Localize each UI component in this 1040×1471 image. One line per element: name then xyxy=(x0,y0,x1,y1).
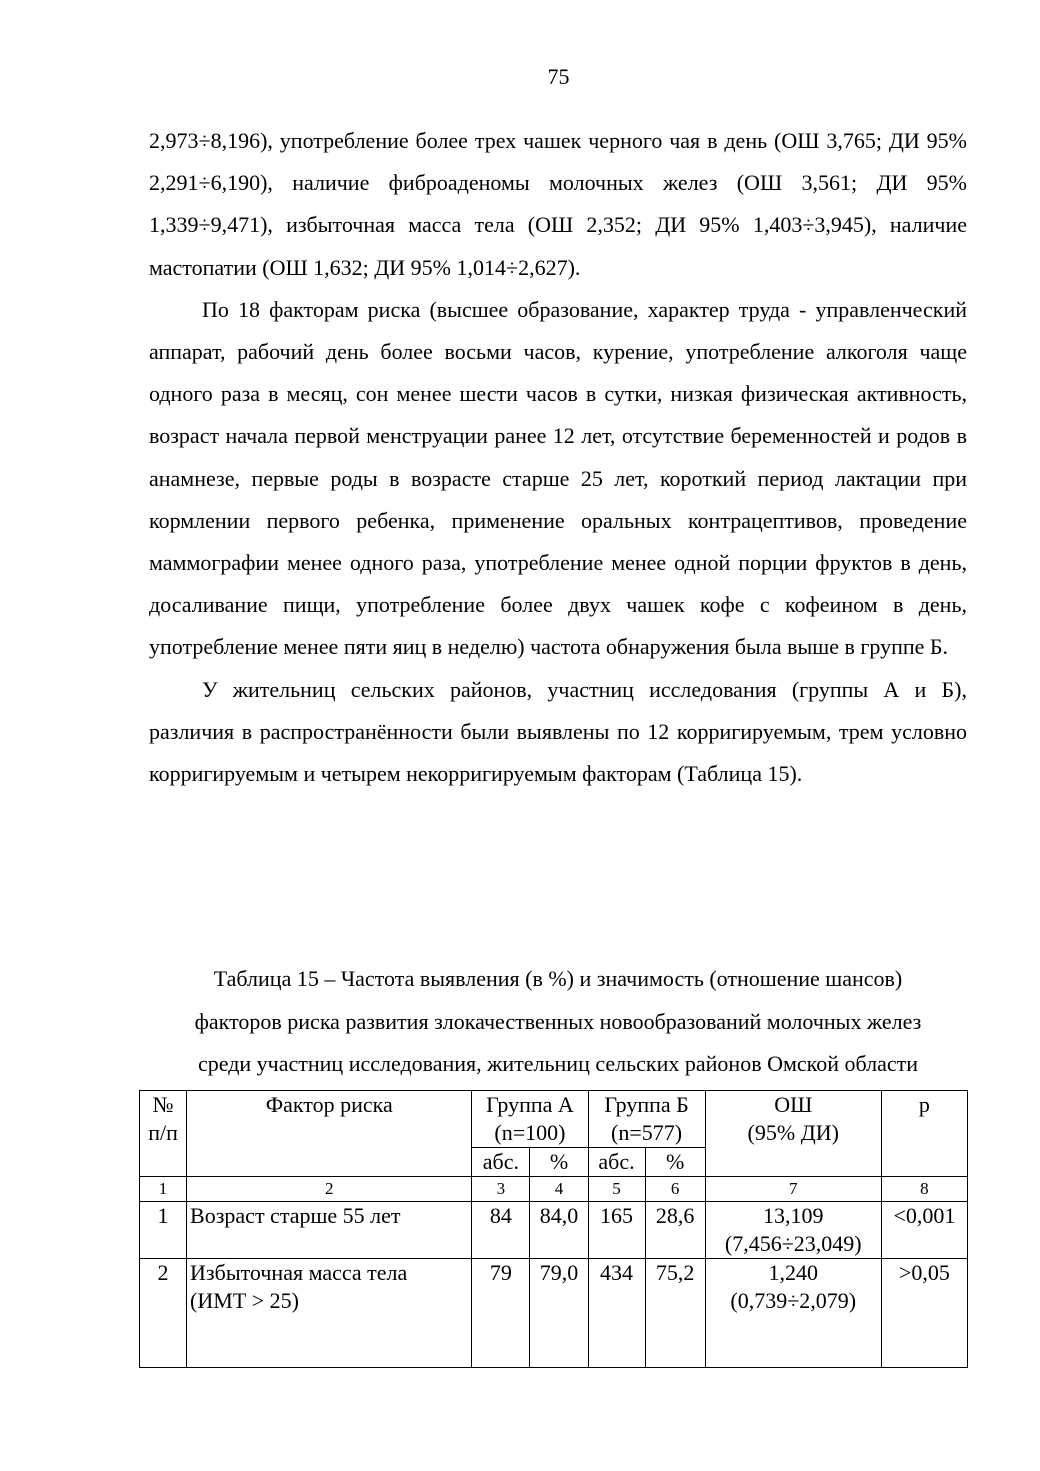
header-num: № п/п xyxy=(140,1091,187,1177)
row-a-pct: 79,0 xyxy=(530,1259,588,1368)
row-num: 2 xyxy=(140,1259,187,1368)
header-or: ОШ (95% ДИ) xyxy=(705,1091,881,1177)
table-caption xyxy=(140,958,976,1086)
row-p: >0,05 xyxy=(881,1259,967,1368)
caption-line-3: среди участниц исследования, жительниц сельских районов Омской области xyxy=(197,1051,919,1076)
page-number: 75 xyxy=(547,64,570,89)
paragraph-3: У жительниц сельских районов, участниц исследования (группы А и Б), различия в распространённости были выявлены по 12 корригируемым, трем условно корригируемым и четырем некорригируемым факторам (Таблица 15). xyxy=(149,676,967,787)
risk-factor-table xyxy=(139,1090,968,1368)
col-number: 2 xyxy=(187,1177,472,1202)
caption-line-1: Таблица 15 – Частота выявления (в %) и значимость (отношение шансов) xyxy=(213,966,903,991)
row-b-pct: 28,6 xyxy=(645,1202,705,1259)
header-a-abs: абс. xyxy=(472,1148,530,1177)
table-row xyxy=(140,1259,968,1368)
table-header-row xyxy=(140,1091,968,1148)
row-num: 1 xyxy=(140,1202,187,1259)
row-b-pct: 75,2 xyxy=(645,1259,705,1368)
col-number: 1 xyxy=(140,1177,187,1202)
col-number: 7 xyxy=(705,1177,881,1202)
col-number: 8 xyxy=(881,1177,967,1202)
col-number: 3 xyxy=(472,1177,530,1202)
row-factor: Возраст старше 55 лет xyxy=(187,1202,472,1259)
row-or: 13,109 (7,456÷23,049) xyxy=(705,1202,881,1259)
row-or: 1,240 (0,739÷2,079) xyxy=(705,1259,881,1368)
row-a-abs: 84 xyxy=(472,1202,530,1259)
row-a-pct: 84,0 xyxy=(530,1202,588,1259)
header-p: р xyxy=(881,1091,967,1177)
row-factor: Избыточная масса тела (ИМТ > 25) xyxy=(187,1259,472,1368)
row-b-abs: 165 xyxy=(588,1202,645,1259)
column-number-row xyxy=(140,1177,968,1202)
caption-line-2: факторов риска развития злокачественных новообразований молочных желез xyxy=(194,1008,922,1034)
row-b-abs: 434 xyxy=(588,1259,645,1368)
row-a-abs: 79 xyxy=(472,1259,530,1368)
col-number: 6 xyxy=(645,1177,705,1202)
col-number: 4 xyxy=(530,1177,588,1202)
header-factor: Фактор риска xyxy=(187,1091,472,1177)
paragraph-2: По 18 факторам риска (высшее образование, характер труда - управленческий аппарат, рабочий день более восьми часов, курение, употребление алкоголя чаще одного раза в месяц, сон менее шести часов в сутки, низкая физическая активность, возраст начала первой менструации ранее 12 лет, отсутствие беременностей и родов в анамнезе, первые роды в возрасте старше 25 лет, короткий период лактации при кормлении первого ребенка, применение оральных контрацептивов, проведение маммографии менее одного раза, употребление менее одной порции фруктов в день, досаливание пищи, употребление более двух чашек кофе с кофеином в день, употребление менее пяти яиц в неделю) частота обнаружения была выше в группе Б. xyxy=(149,296,967,660)
table-row xyxy=(140,1202,968,1259)
header-group-b: Группа Б (n=577) xyxy=(588,1091,705,1148)
paragraph-1: 2,973÷8,196), употребление более трех чашек черного чая в день (ОШ 3,765; ДИ 95% 2,291÷6,190), наличие фиброаденомы молочных желез (ОШ 3,561; ДИ 95% 1,339÷9,471), избыточная масса тела (ОШ 2,352; ДИ 95% 1,403÷3,945), наличие мастопатии (ОШ 1,632; ДИ 95% 1,014÷2,627). xyxy=(149,128,967,280)
row-p: <0,001 xyxy=(881,1202,967,1259)
header-group-a: Группа А (n=100) xyxy=(472,1091,588,1148)
col-number: 5 xyxy=(588,1177,645,1202)
body-text xyxy=(149,120,967,795)
header-b-pct: % xyxy=(645,1148,705,1177)
header-a-pct: % xyxy=(530,1148,588,1177)
header-b-abs: абс. xyxy=(588,1148,645,1177)
